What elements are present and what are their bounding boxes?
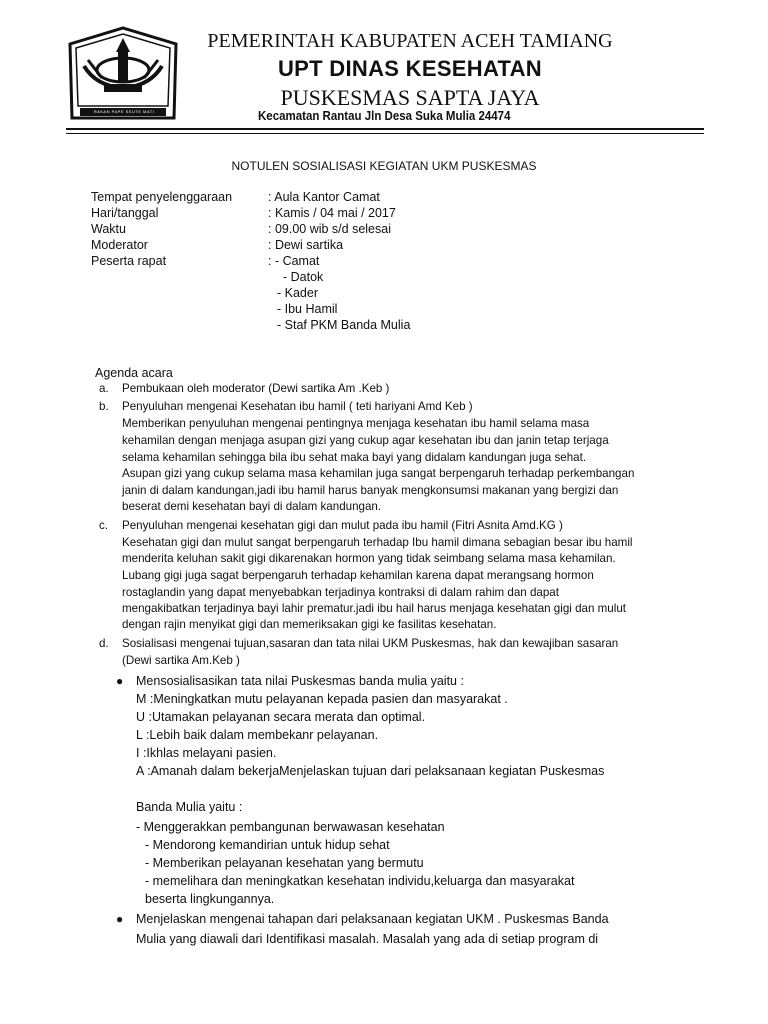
header-rule-thin <box>66 133 704 134</box>
agenda-line: Kesehatan gigi dan mulut sangat berpengaruh terhadap Ibu hamil dimana sebagian besar ibu hamil <box>122 536 633 549</box>
agenda-line: (Dewi sartika Am.Keb ) <box>122 654 240 667</box>
meta-label: Tempat penyelenggaraan <box>91 190 233 204</box>
bullet-line: - memelihara dan meningkatkan kesehatan individu,keluarga dan masyarakat <box>145 874 575 888</box>
meta-label: Moderator <box>91 238 148 252</box>
aceh-tamiang-emblem-icon <box>66 26 180 122</box>
bullet-line: - Memberikan pelayanan kesehatan yang bermutu <box>145 856 424 870</box>
agenda-line: Sosialisasi mengenai tujuan,sasaran dan tata nilai UKM Puskesmas, hak dan kewajiban sasaran <box>122 637 619 650</box>
agenda-line: Penyuluhan mengenai Kesehatan ibu hamil ( teti hariyani Amd Keb ) <box>122 400 473 413</box>
agenda-line: selama kehamilan sehingga bila ibu sehat maka bayi yang didalam kandungan juga sehat. <box>122 451 587 464</box>
meta-label: Hari/tanggal <box>91 206 159 220</box>
header-puskesmas: PUSKESMAS SAPTA JAYA <box>280 85 540 110</box>
agenda-line: kehamilan dengan menjaga asupan gizi yang cukup agar kesehatan ibu dan janin tetap terjaga <box>122 434 609 447</box>
participant-item: - Kader <box>277 286 318 300</box>
participant-item: - Datok <box>283 270 324 284</box>
agenda-line: rostaglandin yang dapat menyebabkan terjadinya kontraksi di dalam rahim dan dapat <box>122 586 559 599</box>
agenda-line: mengakibatkan terjadinya bayi lahir prematur.jadi ibu hail harus menjaga kesehatan gigi dan mulut <box>122 602 626 615</box>
meta-value: : Dewi sartika <box>268 238 344 252</box>
bullet-line: L :Lebih baik dalam membekanr pelayanan. <box>136 728 379 742</box>
meta-label: Peserta rapat <box>91 254 167 268</box>
agenda-line: dengan rajin menyikat gigi dan memeriksakan gigi ke fasilitas kesehatan. <box>122 618 497 631</box>
agenda-line: Lubang gigi juga sagat berpengaruh terhadap kehamilan karena dapat merangsang hormon <box>122 569 594 582</box>
meta-label: Waktu <box>91 222 126 236</box>
agenda-line: Memberikan penyuluhan mengenai pentingnya menjaga kesehatan ibu hamil selama masa <box>122 417 590 430</box>
bullet-line: Mulia yang diawali dari Identifikasi masalah. Masalah yang ada di setiap program di <box>136 932 599 946</box>
agenda-line: janin di dalam kandungan,jadi ibu hamil harus banyak mengkonsumsi makanan yang bergizi dan <box>122 484 619 497</box>
document-title: NOTULEN SOSIALISASI KEGIATAN UKM PUSKESMAS <box>231 159 537 173</box>
bullet-line: - Menggerakkan pembangunan berwawasan kesehatan <box>136 820 445 834</box>
header-government: PEMERINTAH KABUPATEN ACEH TAMIANG <box>207 30 613 52</box>
header-address: Kecamatan Rantau Jln Desa Suka Mulia 24474 <box>258 109 511 123</box>
agenda-line: Penyuluhan mengenai kesehatan gigi dan mulut pada ibu hamil (Fitri Asnita Amd.KG ) <box>122 519 563 532</box>
bullet-dot-icon: ● <box>116 674 124 688</box>
header-department: UPT DINAS KESEHATAN <box>277 56 542 81</box>
bullet-line: Menjelaskan mengenai tahapan dari pelaksanaan kegiatan UKM . Puskesmas Banda <box>136 912 609 926</box>
participant-item: - Ibu Hamil <box>277 302 338 316</box>
bullet-line: U :Utamakan pelayanan secara merata dan optimal. <box>136 710 426 724</box>
bullet-line: - Mendorong kemandirian untuk hidup sehat <box>145 838 390 852</box>
agenda-line: Asupan gizi yang cukup selama masa kehamilan juga sangat berpengaruh terhadap perkembangan <box>122 467 635 480</box>
agenda-line: menderita keluhan sakit gigi dikarenakan hormon yang tidak seimbang selama masa kehamilan. <box>122 552 616 565</box>
agenda-marker: b. <box>99 400 109 413</box>
header-rule-thick <box>66 128 704 130</box>
meta-value: : - Camat <box>268 254 320 268</box>
agenda-line: beserat demi kesehatan bayi di dalam kandungan. <box>122 500 382 513</box>
participant-item: - Staf PKM Banda Mulia <box>277 318 411 332</box>
agenda-marker: d. <box>99 637 109 650</box>
agenda-line: Pembukaan oleh moderator (Dewi sartika Am .Keb ) <box>122 382 390 395</box>
bullet-line: I :Ikhlas melayani pasien. <box>136 746 277 760</box>
meta-value: : Kamis / 04 mai / 2017 <box>268 206 396 220</box>
agenda-marker: c. <box>99 519 109 532</box>
bullet-line: Banda Mulia yaitu : <box>136 800 243 814</box>
bullet-line: A :Amanah dalam bekerjaMenjelaskan tujuan dari pelaksanaan kegiatan Puskesmas <box>136 764 605 778</box>
bullet-line: Mensosialisasikan tata nilai Puskesmas banda mulia yaitu : <box>136 674 464 688</box>
bullet-line: M :Meningkatkan mutu pelayanan kepada pasien dan masyarakat . <box>136 692 508 706</box>
agenda-marker: a. <box>99 382 109 395</box>
logo-motto: RAKAN PAPE SEUTE MATI <box>93 109 155 114</box>
bullet-line: beserta lingkungannya. <box>145 892 275 906</box>
meta-value: : 09.00 wib s/d selesai <box>268 222 391 236</box>
kabupaten-logo <box>66 26 180 122</box>
meta-value: : Aula Kantor Camat <box>268 190 380 204</box>
agenda-heading: Agenda acara <box>95 366 173 380</box>
bullet-dot-icon: ● <box>116 912 124 926</box>
